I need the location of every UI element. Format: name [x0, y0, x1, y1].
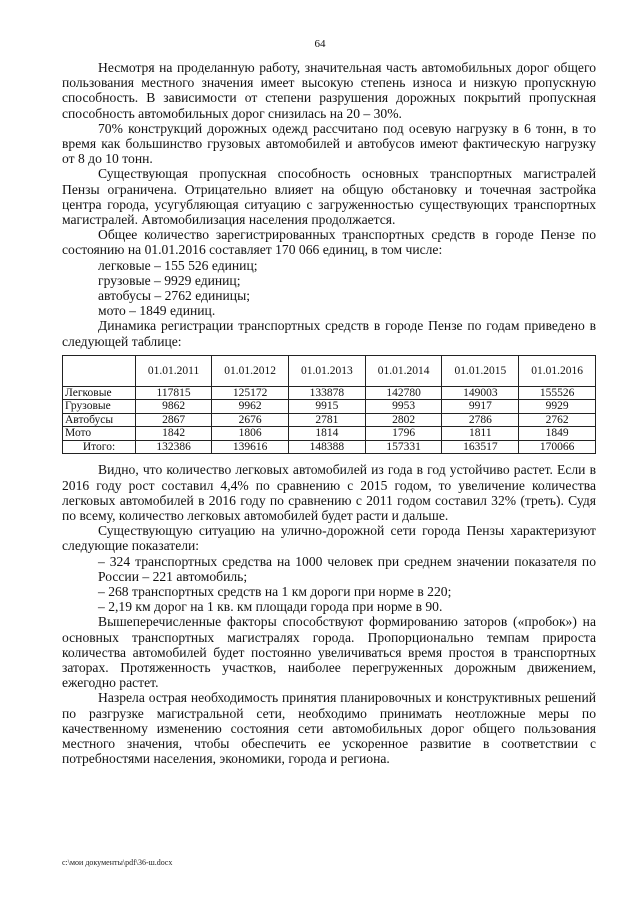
table-cell: 125172 — [212, 386, 289, 400]
list-item: – 324 транспортных средства на 1000 человек при среднем значении показателя по России – 221 автомобиль; — [98, 553, 596, 584]
paragraph-vehicle-total: Общее количество зарегистрированных транспортных средств в городе Пензе по состоянию на 01.01.2016 составляет 170 066 единиц, в том числе: — [62, 227, 596, 258]
list-item: – 268 транспортных средств на 1 км дороги при норме в 220; — [98, 583, 452, 599]
table-cell: 9915 — [288, 400, 365, 414]
list-item: мото – 1849 единиц. — [98, 303, 216, 319]
paragraph-growth-analysis: Видно, что количество легковых автомобилей из года в год устойчиво растет. Если в 2016 году рост составил 4,4% по сравнению с 2015 годом, то увеличение количества легковых автомобилей в 2016 году по сравнению с 2011 годом составил 32% (треть). Судя по всему, количество легковых автомобилей будет расти и дальше. — [62, 462, 596, 523]
table-header-cell: 01.01.2011 — [136, 355, 212, 386]
list-item: грузовые – 9929 единиц; — [98, 272, 241, 288]
table-cell: 9917 — [442, 400, 519, 414]
indicator-list — [62, 554, 596, 615]
table-header-cell: 01.01.2012 — [212, 355, 289, 386]
list-item: – 2,19 км дорог на 1 кв. км площади города при норме в 90. — [98, 599, 443, 615]
row-label: Легковые — [63, 386, 136, 400]
paragraph-congestion: Вышеперечисленные факторы способствуют формированию заторов («пробок») на основных транспортных магистралях города. Пропорционально темпам прироста количества автомобилей будет постоянно увеличиваться время простоя в транспортных заторах. Протяженность участков, наиболее перегруженных дорожным движением, ежегодно растет. — [62, 614, 596, 691]
paragraph-capacity: Существующая пропускная способность основных транспортных магистралей Пензы ограничена. Отрицательно влияет на общую обстановку и точечная застройка центра города, усугубляющая ситуацию с загруженностью существующих транспортных магистралей. Автомобилизация населения продолжается. — [62, 166, 596, 228]
row-label: Автобусы — [63, 413, 136, 427]
row-label: Итого: — [63, 440, 136, 454]
table-cell: 142780 — [365, 386, 442, 400]
document-body — [62, 60, 596, 766]
table-cell: 2762 — [519, 413, 596, 427]
table-cell: 1796 — [365, 427, 442, 441]
table-row — [63, 413, 596, 427]
table-cell: 1806 — [212, 427, 289, 441]
paragraph-urgent-measures: Назрела острая необходимость принятия планировочных и конструктивных решений по разгрузке магистральной сети, необходимо принимать неотложные меры по качественному изменению состояния сети автомобильных дорог общего пользования местного значения, чтобы обеспечить ее ускоренное развитие в соответствии с потребностями населения, экономики, города и региона. — [62, 690, 596, 767]
table-cell: 117815 — [136, 386, 212, 400]
registration-table — [62, 355, 596, 455]
table-row — [63, 386, 596, 400]
table-cell: 1814 — [288, 427, 365, 441]
table-cell: 163517 — [442, 440, 519, 454]
table-corner-cell — [63, 355, 136, 386]
row-label: Мото — [63, 427, 136, 441]
table-row — [63, 400, 596, 414]
table-header-cell: 01.01.2014 — [365, 355, 442, 386]
paragraph-axle-load: 70% конструкций дорожных одежд рассчитано под осевую нагрузку в 6 тонн, в то время как большинство грузовых автомобилей и автобусов имеют фактическую нагрузку от 8 до 10 тонн. — [62, 120, 596, 167]
table-cell: 1842 — [136, 427, 212, 441]
table-header-cell: 01.01.2015 — [442, 355, 519, 386]
paragraph-table-intro: Динамика регистрации транспортных средств в городе Пензе по годам приведено в следующей таблице: — [62, 318, 596, 349]
footer-file-path: c:\мои документы\pdf\36-ш.docx — [62, 858, 173, 867]
table-cell: 2802 — [365, 413, 442, 427]
table-total-row — [63, 440, 596, 454]
table-cell: 9962 — [212, 400, 289, 414]
table-cell: 2867 — [136, 413, 212, 427]
table-cell: 132386 — [136, 440, 212, 454]
table-cell: 2781 — [288, 413, 365, 427]
table-cell: 2676 — [212, 413, 289, 427]
table-cell: 149003 — [442, 386, 519, 400]
table-header-cell: 01.01.2016 — [519, 355, 596, 386]
table-header-row — [63, 355, 596, 386]
table-cell: 1849 — [519, 427, 596, 441]
page-number: 64 — [314, 38, 326, 50]
paragraph-indicators-intro: Существующую ситуацию на улично-дорожной сети города Пензы характеризуют следующие показатели: — [62, 523, 596, 554]
list-item: автобусы – 2762 единицы; — [98, 288, 250, 304]
list-item: легковые – 155 526 единиц; — [98, 257, 258, 273]
table-cell: 148388 — [288, 440, 365, 454]
table-cell: 155526 — [519, 386, 596, 400]
table-cell: 139616 — [212, 440, 289, 454]
table-cell: 9862 — [136, 400, 212, 414]
paragraph-road-wear: Несмотря на проделанную работу, значительная часть автомобильных дорог общего пользования местного значения имеет высокую степень износа и низкую пропускную способность. В зависимости от степени разрушения дорожных покрытий пропускная способность автомобильных дорог снизилась на 20 – 30%. — [62, 60, 596, 121]
table-cell: 157331 — [365, 440, 442, 454]
vehicle-type-list — [62, 258, 596, 319]
row-label: Грузовые — [63, 400, 136, 414]
table-row — [63, 427, 596, 441]
table-cell: 2786 — [442, 413, 519, 427]
table-cell: 9953 — [365, 400, 442, 414]
table-cell: 1811 — [442, 427, 519, 441]
table-cell: 170066 — [519, 440, 596, 454]
table-header-cell: 01.01.2013 — [288, 355, 365, 386]
table-cell: 133878 — [288, 386, 365, 400]
table-cell: 9929 — [519, 400, 596, 414]
